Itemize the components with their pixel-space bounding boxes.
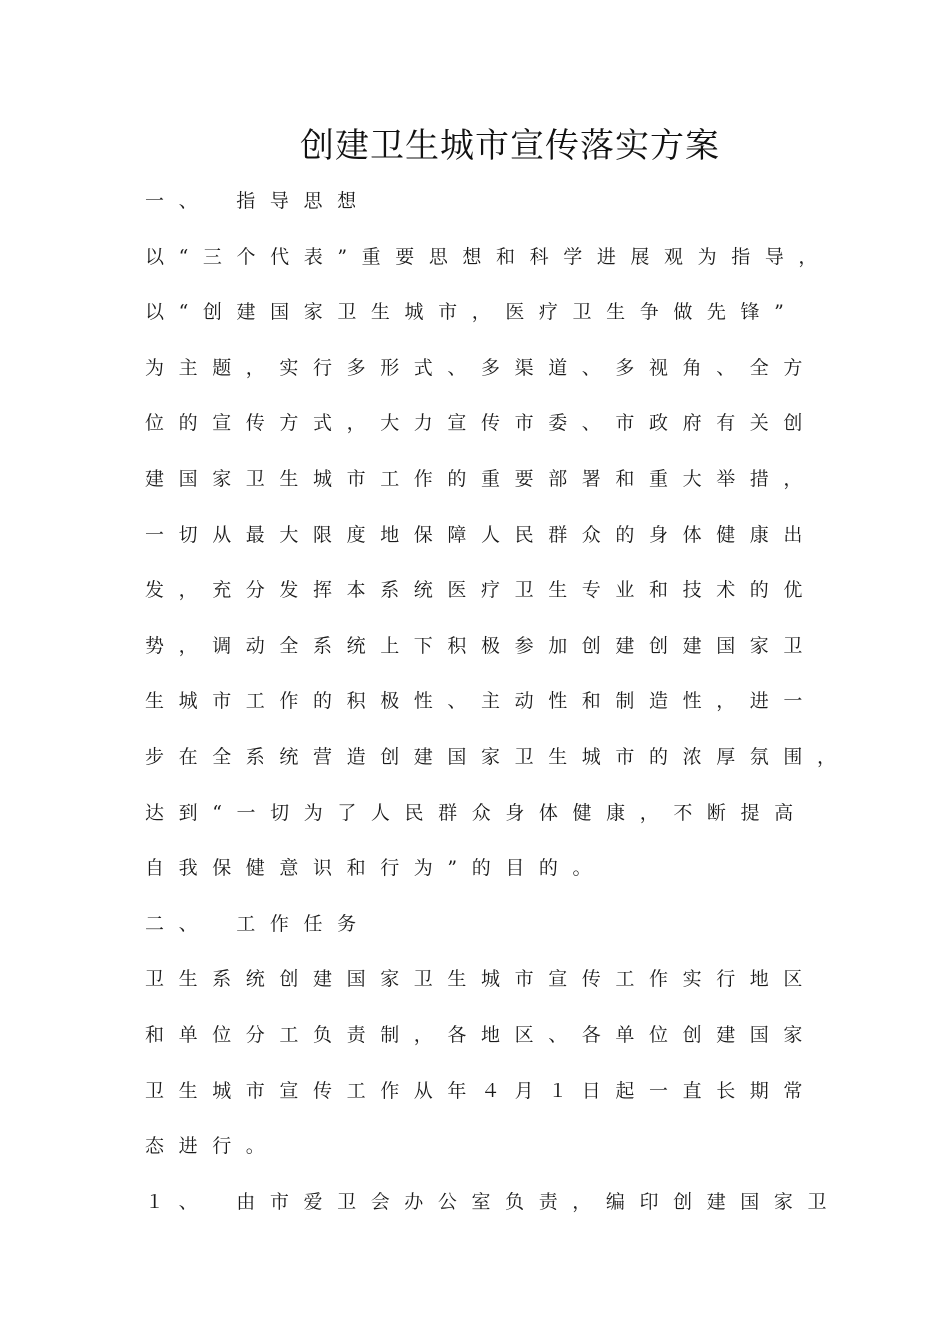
section-heading-work-tasks: 二、 工作任务 — [145, 912, 371, 935]
paragraph-line: 卫生城市宣传工作从年４月１日起一直长期常 — [145, 1079, 818, 1102]
paragraph-line: 步在全系统营造创建国家卫生城市的浓厚氛围， — [145, 745, 851, 768]
document-body — [145, 183, 851, 1239]
paragraph-line: 一切从最大限度地保障人民群众的身体健康出 — [145, 523, 818, 546]
paragraph-line: 自我保健意识和行为”的目的。 — [145, 857, 607, 880]
list-item-line: １、 由市爱卫会办公室负责，编印创建国家卫 — [145, 1190, 842, 1213]
paragraph-line: 发，充分发挥本系统医疗卫生专业和技术的优 — [145, 579, 818, 602]
paragraph-line: 势，调动全系统上下积极参加创建创建国家卫 — [145, 634, 818, 657]
paragraph-line: 位的宣传方式，大力宣传市委、市政府有关创 — [145, 412, 818, 435]
paragraph-line: 以“三个代表”重要思想和科学进展观为指导， — [145, 245, 833, 268]
paragraph-line: 卫生系统创建国家卫生城市宣传工作实行地区 — [145, 968, 818, 991]
paragraph-line: 达到“一切为了人民群众身体健康，不断提高 — [145, 801, 808, 824]
paragraph-line: 态进行。 — [145, 1135, 280, 1158]
paragraph-line: 生城市工作的积极性、主动性和制造性，进一 — [145, 690, 818, 713]
paragraph-line: 为主题，实行多形式、多渠道、多视角、全方 — [145, 356, 818, 379]
section-heading-guiding-ideology: 一、 指导思想 — [145, 190, 371, 212]
document-title: 创建卫生城市宣传落实方案 — [300, 126, 720, 166]
paragraph-line: 以“创建国家卫生城市，医疗卫生争做先锋” — [145, 301, 799, 324]
paragraph-line: 和单位分工负责制，各地区、各单位创建国家 — [145, 1023, 818, 1046]
paragraph-line: 建国家卫生城市工作的重要部署和重大举措， — [145, 467, 818, 490]
